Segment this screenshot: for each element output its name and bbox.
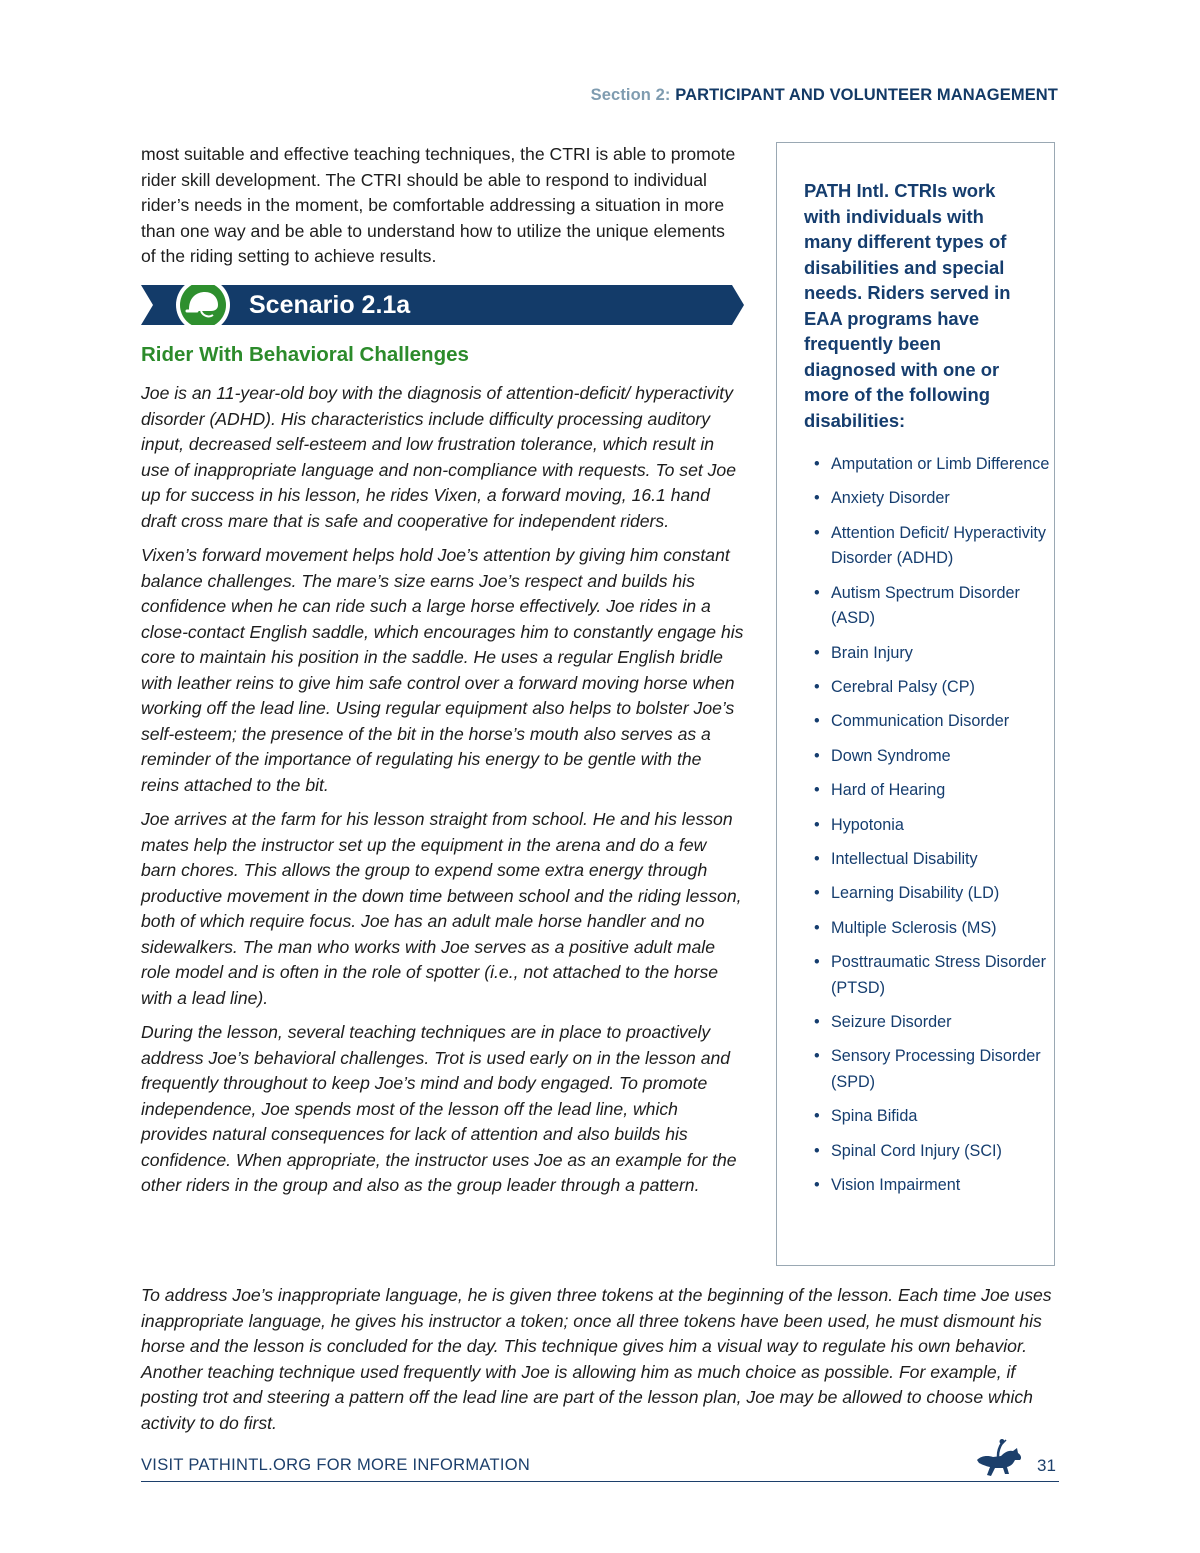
list-item: • Autism Spectrum Disorder (ASD) [814,581,1054,632]
list-item: • Down Syndrome [814,744,1054,770]
scenario-paragraph: Joe arrives at the farm for his lesson straight from school. He and his lesson mates help the instructor set up the equipment in the arena and do a few barn chores. This allows the group to expend some extra energy through productive movement in the down time between school and the riding lesson, both of which require focus. Joe has an adult male horse handler and no sidewalkers. The man who works with Joe serves as a positive adult male role model and is often in the role of spotter (i.e., not attached to the horse with a lead line). [141,809,742,1008]
scenario-paragraph: During the lesson, several teaching techniques are in place to proactively address Joe’s behavioral challenges. Trot is used early on in the lesson and frequently throughout to keep Joe’s mind and body engaged. To promote independence, Joe spends most of the lesson off the lead line, which provides natural consequences for lack of attention and also builds his confidence. When appropriate, the instructor uses Joe as an example for the other riders in the group and also as the group leader through a pattern. [141,1022,737,1195]
list-item: • Intellectual Disability [814,847,1054,873]
disabilities-sidebar [776,142,1055,1266]
header-section-title: PARTICIPANT AND VOLUNTEER MANAGEMENT [675,86,1058,104]
sidebar-intro: PATH Intl. CTRIs work with individuals with many different types of disabilities and special needs. Riders served in EAA programs have frequently been diagnosed with one or more of the following disabilities: [804,180,1011,431]
page-number: 31 [1037,1456,1056,1475]
list-item: • Hypotonia [814,813,1054,839]
list-item: • Brain Injury [814,641,1054,667]
scenario-closing-text: To address Joe’s inappropriate language, he is given three tokens at the beginning of the lesson. Each time Joe uses inappropriate language, he gives his instructor a token; once all three tokens have been used, he must dismount his horse and the lesson is concluded for the day. This technique gives him a visual way to regulate his own behavior. Another teaching technique used frequently with Joe is allowing him as much choice as possible. For example, if posting trot and steering a pattern off the lead line are part of the lesson plan, Joe may be allowed to choose which activity to do first. [141,1285,1052,1433]
footer-site-link[interactable]: PATHINTL.ORG [188,1456,312,1474]
list-item: • Amputation or Limb Difference [814,452,1054,478]
list-item: • Spinal Cord Injury (SCI) [814,1139,1054,1165]
list-item: • Seizure Disorder [814,1010,1054,1036]
disabilities-list [814,452,1054,1207]
list-item: • Multiple Sclerosis (MS) [814,916,1054,942]
list-item: • Anxiety Disorder [814,486,1054,512]
scenario-closing [141,1283,1059,1436]
scenario-title: Rider With Behavioral Challenges [141,343,469,366]
intro-text: most suitable and effective teaching techniques, the CTRI is able to promote rider skill development. The CTRI should be able to respond to individual rider’s needs in the moment, be comfortable addressing a situation in more than one way and be able to understand how to utilize the unique elements of the riding setting to achieve results. [141,144,736,266]
footer-visit-prefix: VISIT [141,1456,189,1474]
scenario-label: Scenario 2.1a [249,291,411,319]
list-item: • Spina Bifida [814,1104,1054,1130]
running-header [591,86,1058,105]
list-item: • Learning Disability (LD) [814,881,1054,907]
list-item: • Cerebral Palsy (CP) [814,675,1054,701]
banner-shape [141,285,744,325]
scenario-paragraph: Joe is an 11-year-old boy with the diagnosis of attention-deficit/ hyperactivity disorder (ADHD). His characteristics include difficulty processing auditory input, decreased self-esteem and low frustration tolerance, which result in use of inappropriate language and non-compliance with requests. To set Joe up for success in his lesson, he rides Vixen, a forward moving, 16.1 hand draft cross mare that is safe and cooperative for independent riders. [141,383,736,531]
list-item: • Communication Disorder [814,709,1054,735]
scenario-banner [141,285,744,325]
list-item: • Vision Impairment [814,1173,1054,1199]
path-intl-horse-logo-icon [971,1438,1027,1484]
footer-visit-suffix: FOR MORE INFORMATION [311,1456,531,1474]
list-item: • Posttraumatic Stress Disorder (PTSD) [814,950,1054,1001]
scenario-paragraph: Vixen’s forward movement helps hold Joe’s attention by giving him constant balance challenges. The mare’s size earns Joe’s respect and builds his confidence when he can ride such a large horse effectively. Joe rides in a close-contact English saddle, which encourages him to constantly engage his core to maintain his position in the saddle. He uses a regular English bridle with leather reins to give him safe control over a forward moving horse when working off the lead line. Using regular equipment also helps to bolster Joe’s self-esteem; the presence of the bit in the horse’s mouth also serves as a reminder of the importance of regulating his energy to be gentle with the reins attached to the bit. [141,545,744,795]
list-item: • Attention Deficit/ Hyperactivity Disorder (ADHD) [814,521,1054,572]
footer-divider [141,1481,1059,1482]
scenario-body [141,381,744,1208]
list-item: • Hard of Hearing [814,778,1054,804]
intro-paragraph [141,142,744,270]
header-section-label: Section 2: [590,86,676,104]
list-item: • Sensory Processing Disorder (SPD) [814,1044,1054,1095]
footer-visit [141,1456,530,1475]
